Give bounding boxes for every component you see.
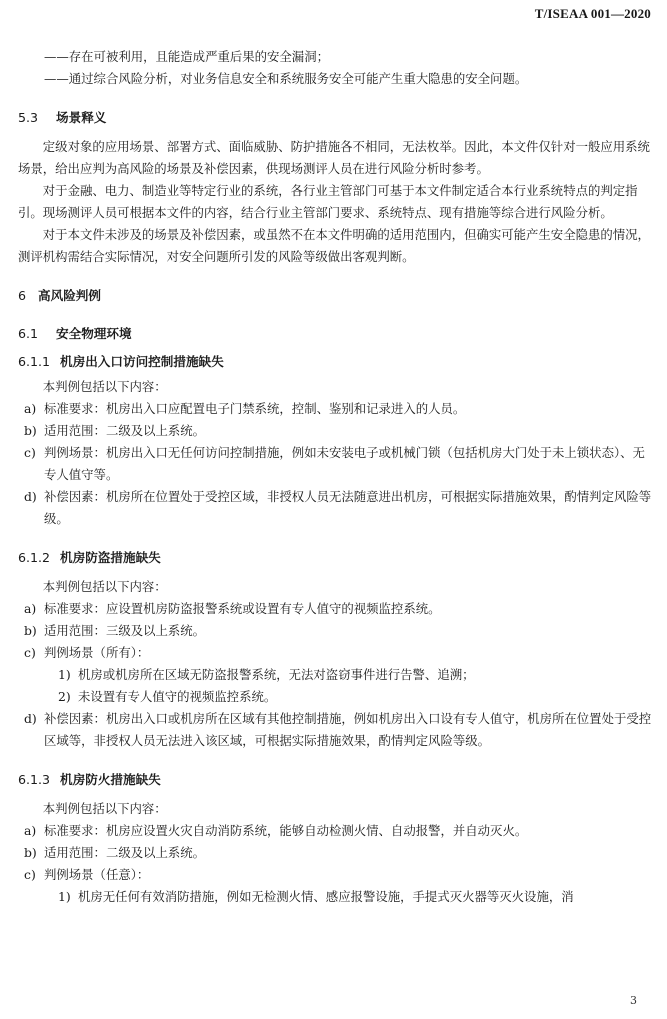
list-item-text: 适用范围：三级及以上系统。	[44, 623, 206, 638]
list-marker: 2)	[58, 689, 71, 704]
section-number: 6.1.1	[18, 354, 51, 369]
list-item	[18, 420, 652, 442]
section-5-3-heading	[18, 108, 652, 128]
list-item-text: 判例场景：机房出入口无任何访问控制措施，例如未安装电子或机械门锁（包括机房大门处于未上锁状态）、无专人值守等。	[44, 445, 645, 482]
list-marker: a)	[24, 601, 37, 616]
list-item	[18, 442, 652, 486]
section-title: 高风险判例	[38, 288, 101, 303]
list-marker: 1)	[58, 889, 71, 904]
section-title: 机房防盗措施缺失	[60, 550, 161, 565]
list-marker: c)	[24, 445, 36, 460]
section-6-1-2-heading	[18, 548, 652, 568]
section-number: 5.3	[18, 110, 39, 125]
list-item-text: 标准要求：应设置机房防盗报警系统或设置有专人值守的视频监控系统。	[44, 601, 441, 616]
list-item	[18, 708, 652, 752]
list-item-text: 标准要求：机房应设置火灾自动消防系统，能够自动检测火情、自动报警，并自动灭火。	[44, 823, 528, 838]
section-title: 机房出入口访问控制措施缺失	[60, 354, 224, 369]
section-title: 场景释义	[56, 110, 107, 125]
lead-text: 本判例包括以下内容：	[42, 801, 167, 816]
list-marker: d)	[24, 489, 37, 504]
list-item	[18, 598, 652, 620]
list-marker: b)	[24, 423, 37, 438]
list-item-text: 补偿因素：机房出入口或机房所在区域有其他控制措施，例如机房出入口设有专人值守，机房所在位置处于受控区域等，非授权人员无法进入该区域，可根据实际措施效果，酌情判定风险等级。	[44, 711, 652, 748]
paragraph: 对于本文件未涉及的场景及补偿因素，或虽然不在本文件明确的适用范围内，但确实可能产生安全隐患的情况，测评机构需结合实际情况，对安全问题所引发的风险等级做出客观判断。	[18, 227, 650, 264]
list-item	[18, 842, 652, 864]
list-item-text: 适用范围：二级及以上系统。	[44, 423, 206, 438]
sub-list-item	[18, 664, 652, 686]
section-6-1-3-heading	[18, 770, 652, 790]
sub-list-item	[18, 886, 652, 908]
section-number: 6.1	[18, 326, 39, 341]
list-marker: c)	[24, 867, 36, 882]
list-marker: b)	[24, 845, 37, 860]
list-item-text: 判例场景（所有）：	[44, 645, 150, 660]
sub-list-item	[18, 686, 652, 708]
list-item	[18, 642, 652, 664]
list-item	[18, 486, 652, 530]
list-item-text: 机房或机房所在区域无防盗报警系统，无法对盗窃事件进行告警、追溯；	[78, 667, 475, 682]
paragraph: 对于金融、电力、制造业等特定行业的系统，各行业主管部门可基于本文件制定适合本行业系统特点的判定指引。现场测评人员可根据本文件的内容，结合行业主管部门要求、系统特点、现有措施等综合进行风险分析。	[18, 183, 638, 220]
lead-text: 本判例包括以下内容：	[42, 579, 167, 594]
section-6-1-heading	[18, 324, 652, 344]
list-marker: a)	[24, 401, 37, 416]
list-item	[18, 820, 652, 842]
list-item-text: 未设置有专人值守的视频监控系统。	[78, 689, 277, 704]
list-item	[18, 620, 652, 642]
section-6-1-1-heading	[18, 352, 652, 372]
list-marker: c)	[24, 645, 36, 660]
list-item-text: 判例场景（任意）：	[44, 867, 150, 882]
list-item	[18, 864, 652, 886]
document-id: T/ISEAA 001—2020	[534, 6, 651, 21]
paragraph: 定级对象的应用场景、部署方式、面临威胁、防护措施各不相同，无法枚举。因此，本文件仅针对一般应用系统场景，给出应判为高风险的场景及补偿因素，供现场测评人员在进行风险分析时参考。	[18, 139, 650, 176]
lead-text: 本判例包括以下内容：	[42, 379, 167, 394]
intro-dash-2: ——通过综合风险分析，对业务信息安全和系统服务安全可能产生重大隐患的安全问题。	[44, 71, 528, 86]
list-item	[18, 398, 652, 420]
intro-dash-1: ——存在可被利用，且能造成严重后果的安全漏洞；	[44, 49, 329, 64]
page-content	[18, 46, 652, 908]
list-marker: a)	[24, 823, 37, 838]
section-6-heading	[18, 286, 652, 306]
list-marker: 1)	[58, 667, 71, 682]
list-item-text: 补偿因素：机房所在位置处于受控区域，非授权人员无法随意进出机房，可根据实际措施效果，酌情判定风险等级。	[44, 489, 652, 526]
list-item-text: 适用范围：二级及以上系统。	[44, 845, 206, 860]
section-number: 6.1.2	[18, 550, 51, 565]
section-title: 机房防火措施缺失	[60, 772, 161, 787]
list-marker: b)	[24, 623, 37, 638]
list-item-text: 标准要求：机房出入口应配置电子门禁系统，控制、鉴别和记录进入的人员。	[44, 401, 466, 416]
page-number: 3	[630, 994, 637, 1007]
list-item-text: 机房无任何有效消防措施，例如无检测火情、感应报警设施，手提式灭火器等灭火设施，消	[78, 889, 574, 904]
section-number: 6	[18, 288, 27, 303]
section-title: 安全物理环境	[56, 326, 132, 341]
section-number: 6.1.3	[18, 772, 51, 787]
list-marker: d)	[24, 711, 37, 726]
